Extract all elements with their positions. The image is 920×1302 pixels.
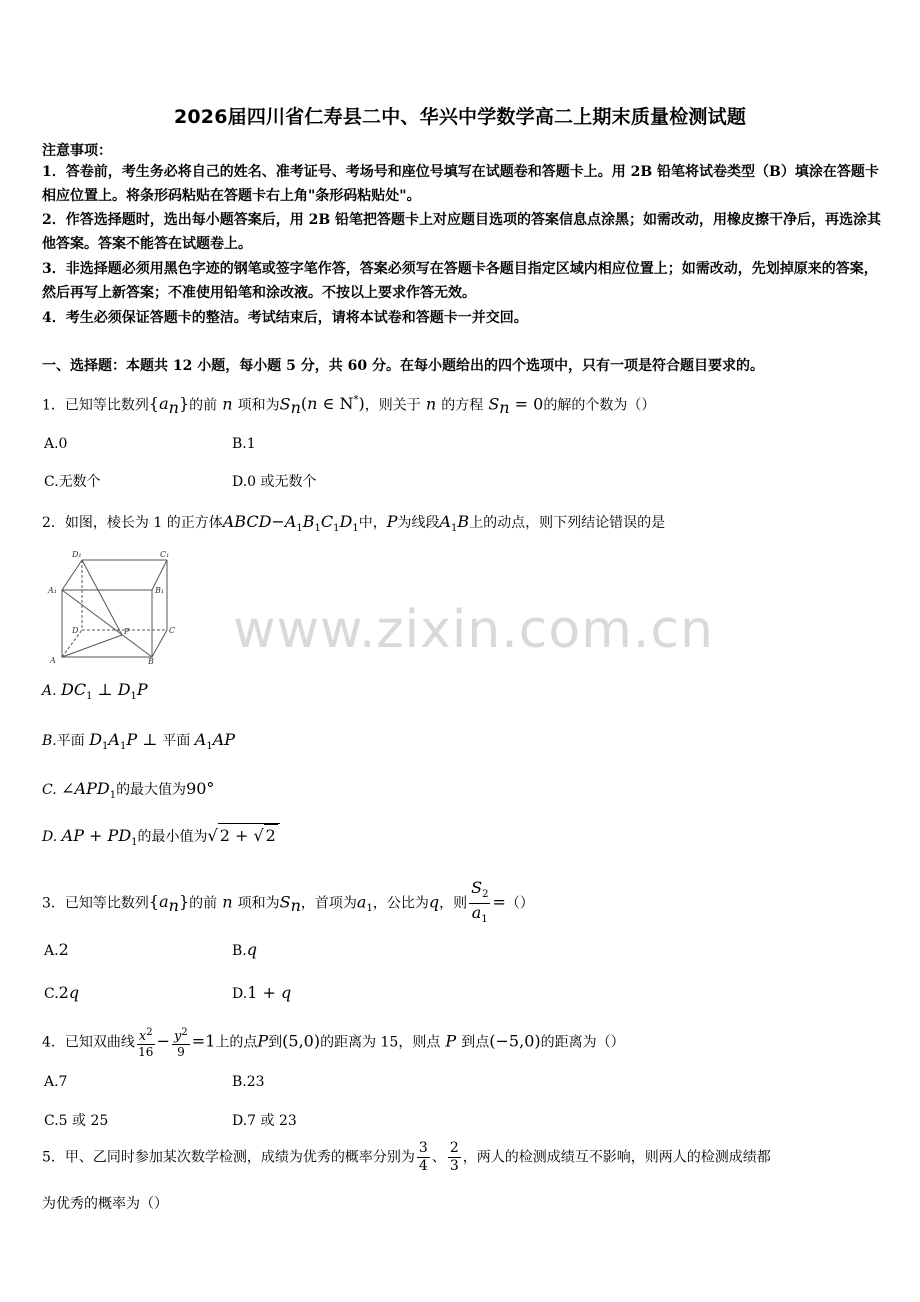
label-p: P: [124, 627, 130, 636]
question-5: 5．甲、乙同时参加某次数学检测，成绩为优秀的概率分别为 $\frac{3}{4}$ 、 $\frac{2}{3}$ ，两人的检测成绩互不影响，则两人的检测成绩都: [42, 1140, 771, 1174]
label-d: D: [72, 626, 79, 635]
q2-option-d: D. AP + $PD_1$的最小值为√ 2 + √ 2: [42, 823, 882, 854]
note-3: 3．非选择题必须用黑色字迹的钢笔或签字笔作答，答案必须写在答题卡各题目指定区域内相应位置上；如需改动，先划掉原来的答案，然后再写上新答案；不准使用铅笔和涂改液。不按以上要求作答无效。: [42, 261, 878, 301]
q1-option-d: D.0 或无数个: [232, 474, 317, 490]
question-4: 4．已知双曲线 $\frac{x^2}{16}$ − $\frac{y^2}{9}$ =1上的点P到(5,0)的距离为 15，则点 P 到点(−5,0)的距离为（）: [42, 1027, 625, 1059]
q3-option-b: B.q: [232, 940, 257, 959]
edge-a1d1: [62, 560, 82, 590]
label-b1: B₁: [155, 586, 165, 595]
note-2: 2．作答选择题时，选出每小题答案后，用 2B 铅笔把答题卡上对应题目选项的答案信息点涂黑；如需改动，用橡皮擦干净后，再选涂其他答案。答案不能答在试题卷上。: [42, 212, 882, 252]
segment-ap: [62, 635, 122, 657]
question-5-line-2: 为优秀的概率为（）: [42, 1196, 168, 1212]
edge-bc: [152, 630, 167, 657]
cube-figure: [42, 545, 176, 666]
q1-option-c: C.无数个: [44, 474, 101, 490]
label-a: A: [50, 656, 56, 665]
note-4: 4．考生必须保证答题卡的整洁。考试结束后，请将本试卷和答题卡一并交回。: [42, 310, 528, 326]
q4-option-b: B.23: [232, 1074, 265, 1090]
label-c: C: [169, 626, 176, 635]
label-b: B: [148, 657, 154, 666]
q2-option-b: B.平面 $D_1A_1P$ ⊥ 平面 $A_1AP$: [42, 730, 236, 752]
note-1: 1．答卷前，考生务必将自己的姓名、准考证号、考场号和座位号填写在试题卷和答题卡上。用 2B 铅笔将试卷类型（B）填涂在答题卡相应位置上。将条形码粘贴在答题卡右上角"条形码粘贴处"。: [42, 164, 879, 204]
question-1: 1．已知等比数列$\{a_n\}$的前 n 项和为$S_n(n$ ∈ N*)，则关于 n 的方程 $S_n = 0$的解的个数为（）: [42, 394, 656, 418]
question-2: 2．如图，棱长为 1 的正方体$ABCD-A_1B_1C_1D_1$中，P为线段$A_1B$上的动点，则下列结论错误的是: [42, 512, 666, 534]
label-d1: D₁: [72, 550, 82, 559]
q4-option-a: A.7: [44, 1074, 68, 1090]
q3-option-a: A.2: [44, 940, 69, 959]
notes-heading: 注意事项：: [42, 143, 112, 159]
q1-option-b: B.1: [232, 436, 256, 452]
label-c1: C₁: [160, 550, 170, 559]
q2-option-a: A. $DC_1$ ⊥ $D_1P$: [42, 680, 148, 702]
segment-pd1: [82, 560, 122, 635]
section-heading: 一、选择题：本题共 12 小题，每小题 5 分，共 60 分。在每小题给出的四个选项中，只有一项是符合题目要求的。: [42, 358, 764, 374]
page-title: 2026届四川省仁寿县二中、华兴中学数学高二上期末质量检测试题: [173, 106, 747, 128]
segment-a1b: [62, 590, 152, 657]
question-3: 3．已知等比数列$\{a_n\}$的前 n 项和为$S_n$，首项为$a_1$，公比为q，则 $\frac{S_2}{a_1}$ =（）: [42, 878, 534, 925]
q4-option-c: C.5 或 25: [44, 1113, 109, 1129]
label-a1: A₁: [48, 586, 57, 595]
q3-option-c: C.2q: [44, 983, 80, 1002]
q1-option-a: A.0: [44, 436, 68, 452]
watermark: www.zixin.com.cn: [233, 600, 714, 660]
q4-option-d: D.7 或 23: [232, 1113, 297, 1129]
q2-option-c: C. $\angle APD_1$的最大值为90°: [42, 779, 215, 801]
q3-option-d: D.1 + q: [232, 983, 292, 1002]
